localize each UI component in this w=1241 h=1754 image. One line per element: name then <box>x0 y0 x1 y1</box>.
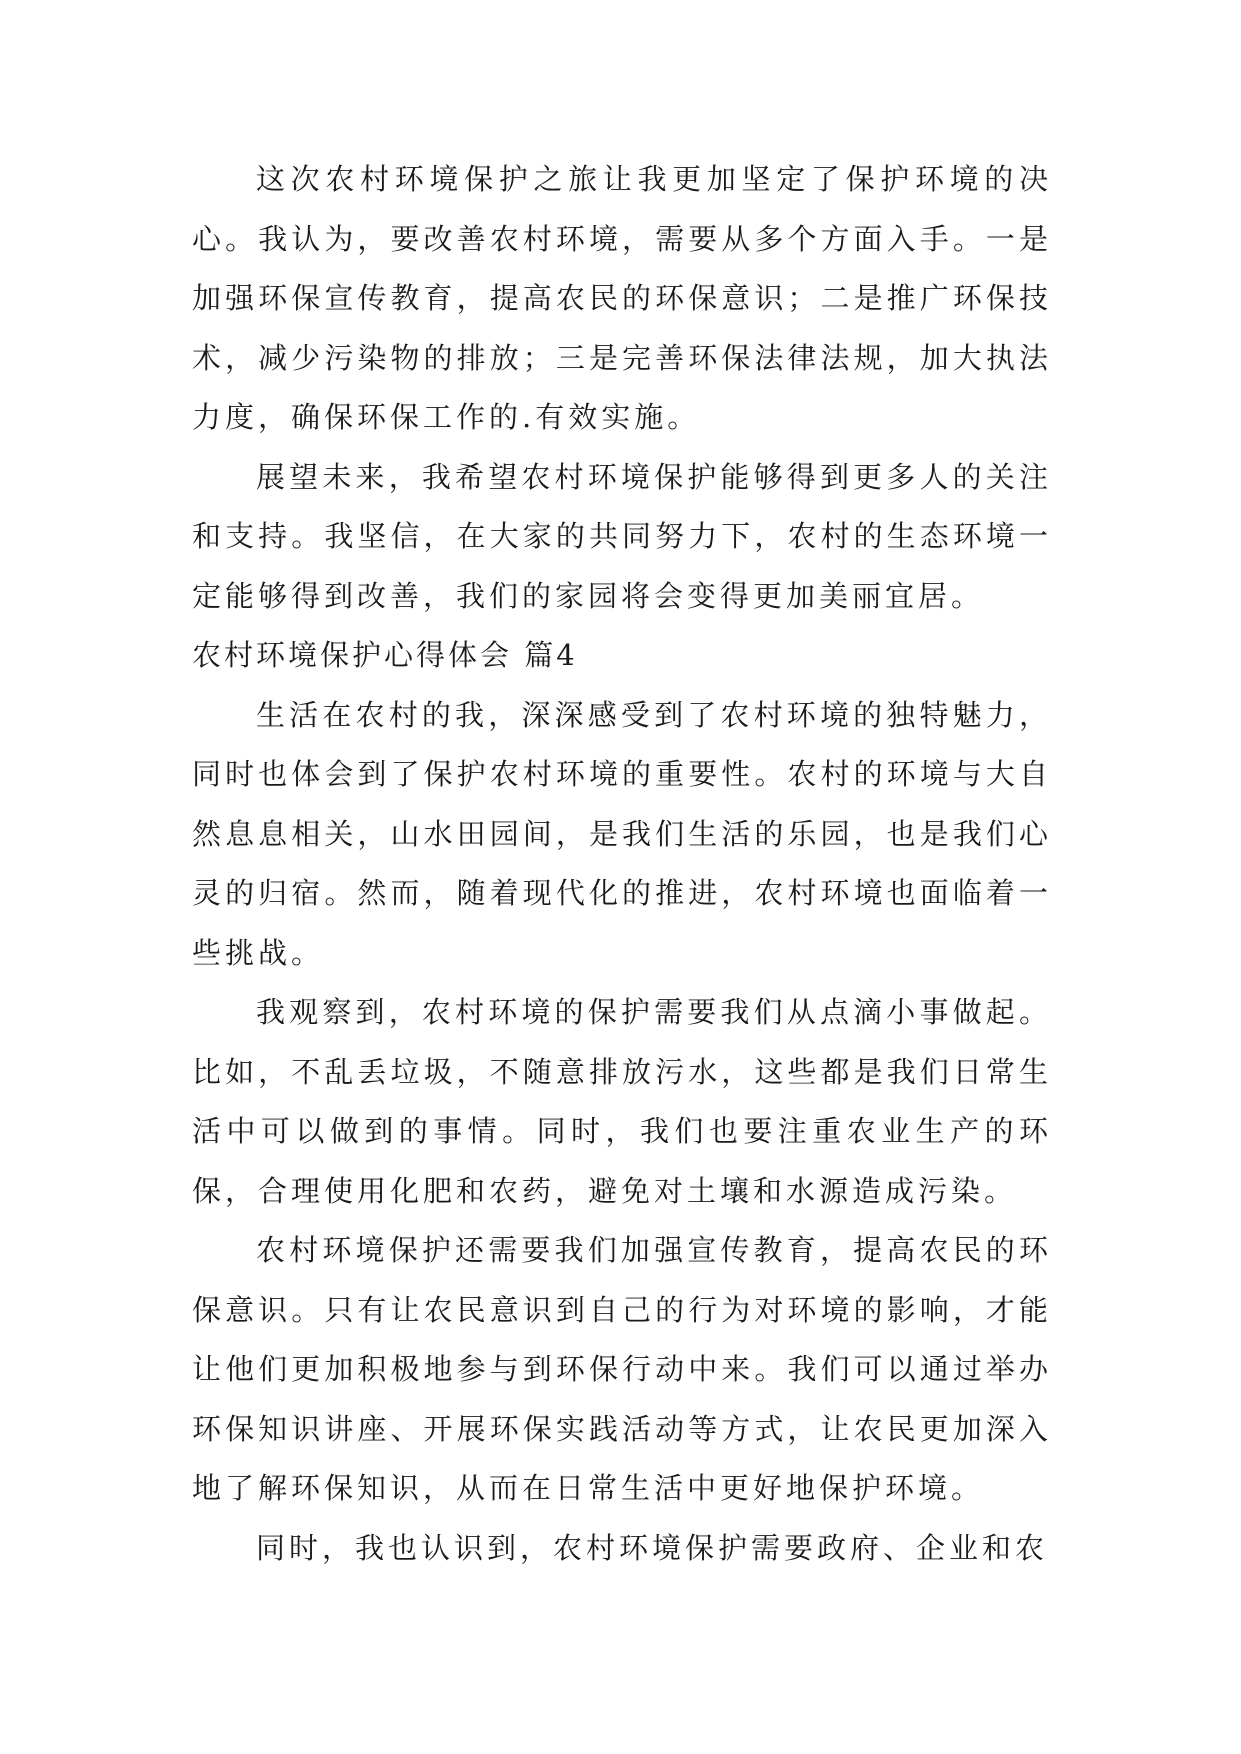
paragraph: 展望未来，我希望农村环境保护能够得到更多人的关注和支持。我坚信，在大家的共同努力下，农村的生态环境一定能够得到改善，我们的家园将会变得更加美丽宜居。 <box>192 459 1052 613</box>
paragraph: 农村环境保护还需要我们加强宣传教育，提高农民的环保意识。只有让农民意识到自己的行为对环境的影响，才能让他们更加积极地参与到环保行动中来。我们可以通过举办环保知识讲座、开展环保实践活动等方式，让农民更加深入地了解环保知识，从而在日常生活中更好地保护环境。 <box>192 1233 1052 1505</box>
document-page <box>192 150 1052 1578</box>
paragraph: 生活在农村的我，深深感受到了农村环境的独特魅力，同时也体会到了保护农村环境的重要性。农村的环境与大自然息息相关，山水田园间，是我们生活的乐园，也是我们心灵的归宿。然而，随着现代化的推进，农村环境也面临着一些挑战。 <box>192 697 1052 970</box>
paragraph: 这次农村环境保护之旅让我更加坚定了保护环境的决心。我认为，要改善农村环境，需要从多个方面入手。一是加强环保宣传教育，提高农民的环保意识；二是推广环保技术，减少污染物的排放；三是完善环保法律法规，加大执法力度，确保环保工作的.有效实施。 <box>192 162 1052 434</box>
section-heading: 农村环境保护心得体会 篇4 <box>192 638 578 672</box>
paragraph: 我观察到，农村环境的保护需要我们从点滴小事做起。比如，不乱丢垃圾，不随意排放污水，这些都是我们日常生活中可以做到的事情。同时，我们也要注重农业生产的环保，合理使用化肥和农药，避免对土壤和水源造成污染。 <box>192 995 1052 1208</box>
paragraph: 同时，我也认识到，农村环境保护需要政府、企业和农 <box>256 1530 1049 1565</box>
